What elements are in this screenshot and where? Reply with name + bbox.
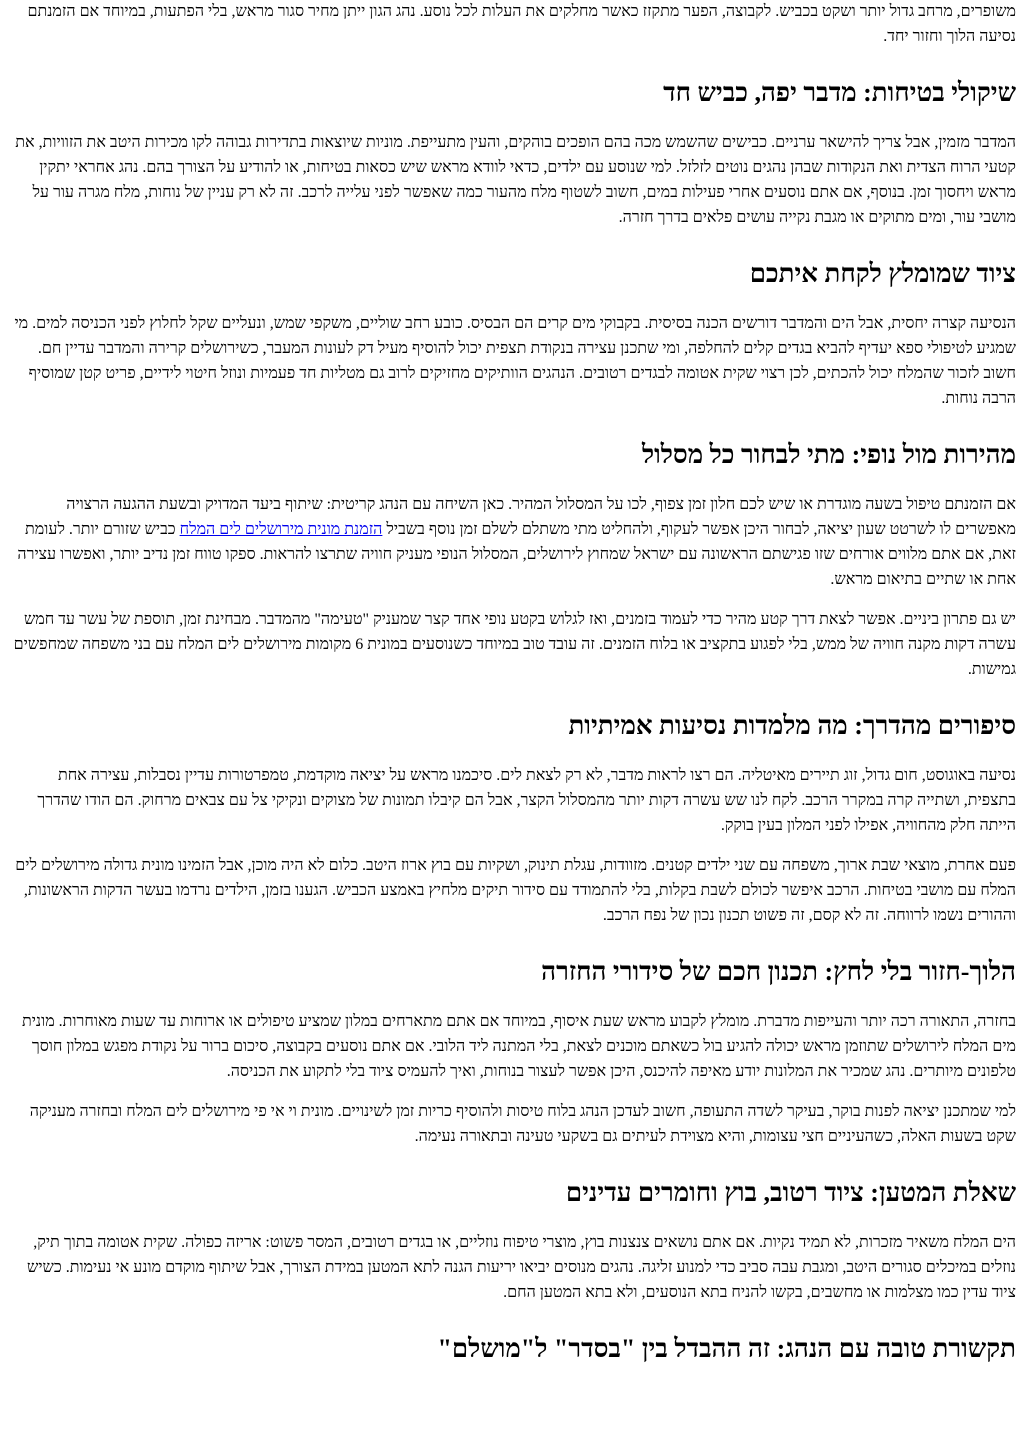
paragraph: בחזרה, התאורה רכה יותר והעייפות מדברת. מומלץ לקבוע מראש שעת איסוף, במיוחד אם אתם מתארחים במלון שמציע טיפולים או ארוחות עד שעות מאוחרות. מונית מים המלח לירושלים שתוזמן מראש יכולה להגיע בול כשאתם מוכנים לצאת, בלי המתנה ליד הלובי. אם אתם נוסעים בקבוצה, סיכום ברור על נקודת מפגש במלון חוסך טלפונים מיותרים. נהג שמכיר את המלונות יודע מאיפה להיכנס, היכן אפשר לעצור בנוחות, ואיך להעמיס ציוד בלי לתקוע את הכניסה. — [21, 1013, 1016, 1080]
section-heading-safety: שיקולי בטיחות: מדבר יפה, כביש חד — [663, 78, 1016, 107]
paragraph-text: כביש שזורם יותר. לעומת זאת, אם אתם מלווים אורחים שזו פגישתם הראשונה עם ישראל שמחוץ לירושלים, המסלול הנופי מעניק חוויה שתרצו להראות. ספקו טווח זמן נדיב יותר, ואפשרו עצירה אחת או שתיים בתיאום מראש. — [17, 521, 1016, 588]
section-heading-equipment: ציוד שמומלץ לקחת איתכם — [749, 259, 1016, 288]
paragraph: יש גם פתרון ביניים. אפשר לצאת דרך קטע מהיר כדי לעמוד בזמנים, ואז לגלוש בקטע נופי אחד קצר שמעניק "טעימה" מהמדבר. מבחינת זמן, תוספת של עשר עד חמש עשרה דקות מקנה חוויה של ממש, בלי לפגוע בתקציב או בלוח הזמנים. זה עובד טוב במיוחד כשנוסעים במונית 6 מקומות מירושלים לים המלח עם בני משפחה שמחפשים גמישות. — [13, 611, 1016, 678]
paragraph: למי שמתכנן יציאה לפנות בוקר, בעיקר לשדה התעופה, חשוב לעדכן הנהג בלוח טיסות ולהוסיף כריות זמן לשינויים. מונית וי אי פי מירושלים לים המלח ובחזרה מעניקה שקט בשעות האלה, כשהעיניים חצי עצומות, והיא מצוידת לעיתים גם בשקעי טעינה ובתאורה נעימה. — [29, 1103, 1016, 1145]
section-heading-return: הלוך-חזור בלי לחץ: תכנון חכם של סידורי החזרה — [541, 957, 1016, 986]
paragraph-with-link — [8, 492, 1016, 592]
paragraph: הנסיעה קצרה יחסית, אבל הים והמדבר דורשים הכנה בסיסית. בקבוקי מים קרים הם הבסיס. כובע רחב שוליים, משקפי שמש, ונעליים שקל לחלוץ לפני הכניסה למים. מי שמגיע לטיפולי ספא יעדיף להביא בגדים קלים להחלפה, ומי שתכנן עצירה בנקודת תצפית יכול להוסיף מעיל דק לעונות המעבר, כשירושלים קרירה והמדבר עדיין חם. חשוב לזכור שהמלח יכול להכתים, לכן רצוי שקית אטומה לבגדים רטובים. הנהגים הוותיקים מחזיקים לרוב גם מטליות חד פעמיות ונוזל חיטוי לידיים, פריט קטן שמוסיף הרבה נוחות. — [14, 315, 1016, 407]
section-heading-route: מהירות מול נופי: מתי לבחור כל מסלול — [641, 440, 1016, 469]
paragraph: נסיעה באוגוסט, חום גדול, זוג תיירים מאיטליה. הם רצו לראות מדבר, לא רק לצאת לים. סיכמנו מראש על יציאה מוקדמת, טמפרטורות עדיין נסבלות, עצירה אחת בתצפית, ושתייה קרה במקרר הרכב. לקח לנו שש עשרה דקות יותר מהמסלול הקצר, אבל הם קיבלו תמונות של מצוקים ונקיקי צל עם צבאים מרחוק. הם הודו שהדרך הייתה חלק מהחוויה, אפילו לפני המלון בעין בוקק. — [37, 767, 1016, 834]
intro-paragraph: משופרים, מרחב גדול יותר ושקט בכביש. לקבוצה, הפער מתקזז כאשר מחלקים את העלות לכל נוסע. נהג הגון ייתן מחיר סגור מראש, בלי הפתעות, במיוחד אם הזמנתם נסיעה הלוך וחזור יחד. — [27, 3, 1016, 45]
taxi-booking-link[interactable]: הזמנת מונית מירושלים לים המלח — [179, 521, 383, 538]
section-heading-luggage: שאלת המטען: ציוד רטוב, בוץ וחומרים עדינים — [565, 1178, 1016, 1207]
paragraph-text: אם הזמנתם טיפול בשעה מוגדרת או שיש לכם חלון זמן צפוף, לכו על המסלול המהיר. כאן השיחה עם הנהג קריטית: שיתוף ביעד המדויק ובשעת ההגעה הרצויה מאפשרים לו לשרטט שעון יציאה, לבחור היכן אפשר לעקוף, ולהחליט מתי משתלם לשלם זמן נוסף בשביל — [66, 496, 1016, 538]
paragraph: המדבר מזמין, אבל צריך להישאר ערניים. כבישים שהשמש מכה בהם הופכים בוהקים, והעין מתעייפת. מוניות שיוצאות בתדירות גבוהה לקו מכירות היטב את הזוויות, את קטעי הרוח הצדית ואת הנקודות שבהן נהגים נוטים לזלזל. למי שנוסע עם ילדים, כדאי לוודא מראש שיש כסאות בטיחות, או להודיע על הצורך בהם. נהג אחראי יתקין מראש ויחסוך זמן. בנוסף, אם אתם נוסעים אחרי פעילות במים, חשוב לשטוף מלח מהעור כמה שאפשר לפני עלייה לרכב. זה לא רק עניין של נוחות, מלח מגרה עור על מושבי עור, ומים מתוקים או מגבת נקייה עושים פלאים בדרך חזרה. — [15, 134, 1016, 226]
paragraph: הים המלח משאיר מזכרות, לא תמיד נקיות. אם אתם נושאים צנצנות בוץ, מוצרי טיפוח נוזליים, או בגדים רטובים, המסר פשוט: אריזה כפולה. שקית אטומה בתוך תיק, נוזלים במיכלים סגורים היטב, ומגבת עבה סביב כדי למנוע זליגה. נהגים מנוסים יביאו יריעות הגנה לתא המטען במידת הצורך, אבל שיתוף מוקדם מונע אי נעימות. כשיש ציוד עדין כמו מצלמות או מחשבים, בקשו להניח בתא הנוסעים, ולא בתא המטען החם. — [27, 1234, 1016, 1301]
paragraph: פעם אחרת, מוצאי שבת ארוך, משפחה עם שני ילדים קטנים. מזוודות, עגלת תינוק, ושקיות עם בוץ ארוז היטב. כלום לא היה מוכן, אבל הזמינו מונית גדולה מירושלים לים המלח עם מושבי בטיחות. הרכב איפשר לכולם לשבת בקלות, בלי להתמודד עם סידור תיקים מלחיץ באמצע הכביש. הגענו בזמן, הילדים נרדמו בעשר הדקות הראשונות, וההורים נשמו לרווחה. זה לא קסם, זה פשוט תכנון נכון של נפח הרכב. — [15, 857, 1016, 924]
section-heading-stories: סיפורים מהדרך: מה מלמדות נסיעות אמיתיות — [568, 711, 1016, 740]
section-heading-communication: תקשורת טובה עם הנהג: זה ההבדל בין "בסדר" ל"מושלם" — [437, 1334, 1016, 1363]
